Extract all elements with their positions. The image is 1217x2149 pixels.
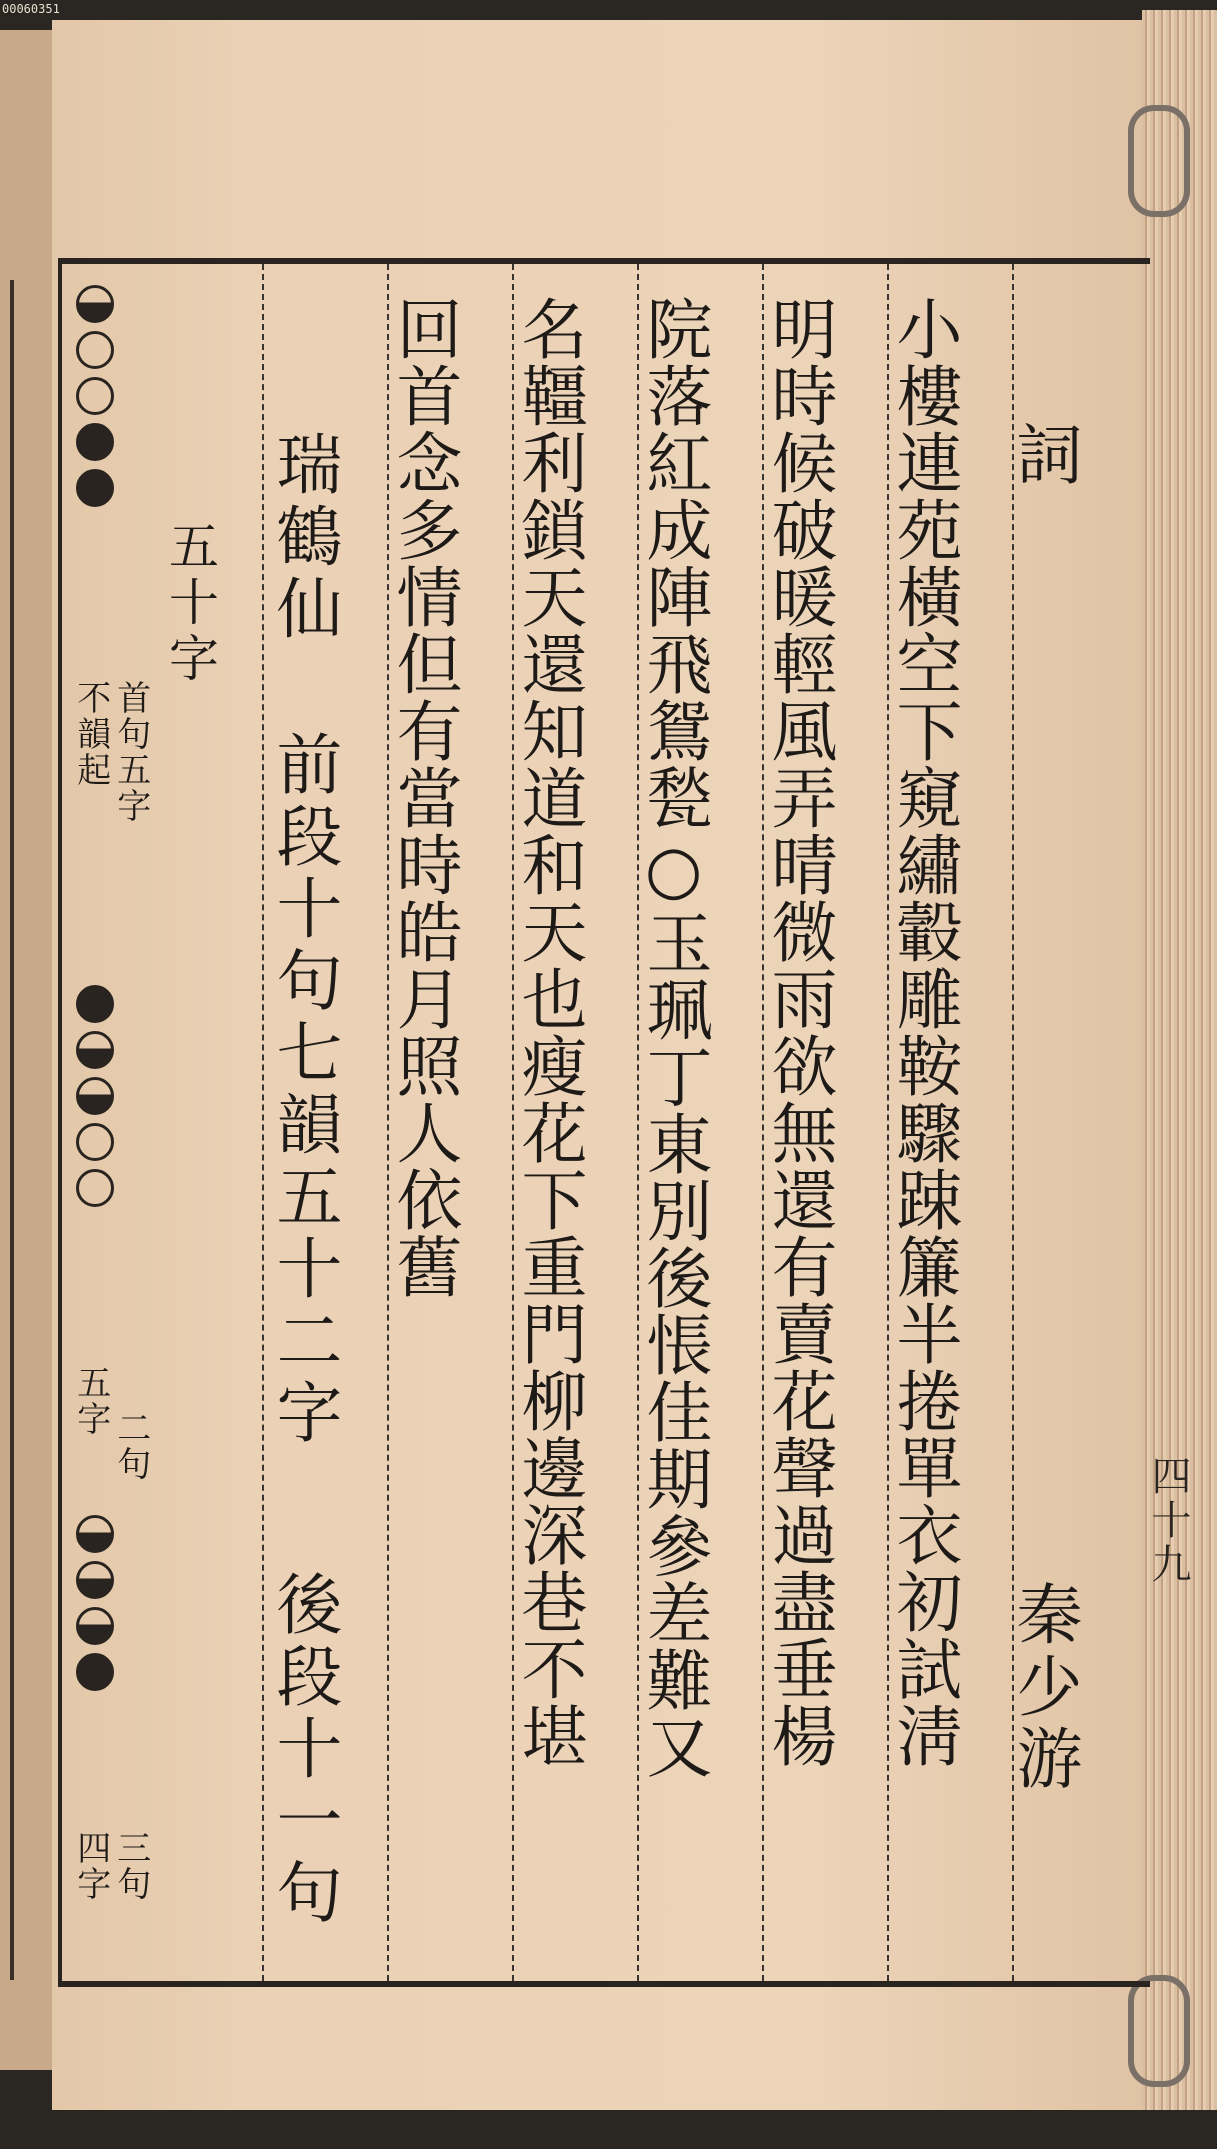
binder-clip-bottom: [1128, 1975, 1190, 2087]
tone-dot: [76, 423, 114, 461]
tune-name: 瑞鶴仙: [265, 430, 342, 646]
tone-dot: [76, 985, 114, 1023]
tone-dot: [76, 1031, 114, 1069]
tone-note-6: 四字: [70, 1830, 111, 1902]
tone-dot: [76, 1169, 114, 1207]
tune-front-section: 前段十句七韻五十二字: [265, 730, 342, 1450]
category-label: 詞: [1005, 420, 1082, 492]
tone-dot: [76, 377, 114, 415]
poem-line-3: 院落紅成陣飛鴛甃○玉珮丁東別後悵佳期參差難又: [635, 295, 712, 1780]
tune-back-section: 後段十一句: [265, 1570, 342, 1930]
author-name: 秦少游: [1005, 1580, 1082, 1796]
tone-note-3: 二句: [110, 1410, 151, 1482]
tone-dot: [76, 331, 114, 369]
tone-marks-group-3: [76, 1515, 114, 1691]
tone-marks-group-1: [76, 285, 114, 507]
tone-dot: [76, 285, 114, 323]
poem-line-2: 明時候破暖輕風弄晴微雨欲無還有賣花聲過盡垂楊: [760, 295, 837, 1769]
tone-dot: [76, 1607, 114, 1645]
page-edges: [1142, 10, 1217, 2110]
tone-note-5: 三句: [110, 1830, 151, 1902]
poem-line-1: 小樓連苑橫空下窺繡轂雕鞍驟踈簾半捲單衣初試淸: [885, 295, 962, 1769]
text-frame: [58, 258, 1150, 1987]
tone-note-4: 五字: [70, 1365, 111, 1437]
scan-id: 00060351: [2, 2, 60, 16]
binder-clip-top: [1128, 105, 1190, 217]
tone-marks-group-2: [76, 985, 114, 1207]
character-count: 五十字: [161, 520, 219, 688]
previous-page-edge: [0, 30, 54, 2070]
tone-dot: [76, 1123, 114, 1161]
tone-dot: [76, 1515, 114, 1553]
tone-note-2: 不韻起: [70, 680, 111, 788]
tone-dot: [76, 1653, 114, 1691]
poem-line-4: 名韁利鎖天還知道和天也瘦花下重門柳邊深巷不堪: [510, 295, 587, 1769]
folio-label: 四十九: [1145, 1455, 1191, 1587]
column-rule: [262, 264, 264, 1981]
tone-dot: [76, 1077, 114, 1115]
poem-line-5: 回首念多情但有當時皓月照人依舊: [385, 295, 462, 1300]
tone-note-1: 首句五字: [110, 680, 151, 824]
tone-dot: [76, 1561, 114, 1599]
tone-dot: [76, 469, 114, 507]
